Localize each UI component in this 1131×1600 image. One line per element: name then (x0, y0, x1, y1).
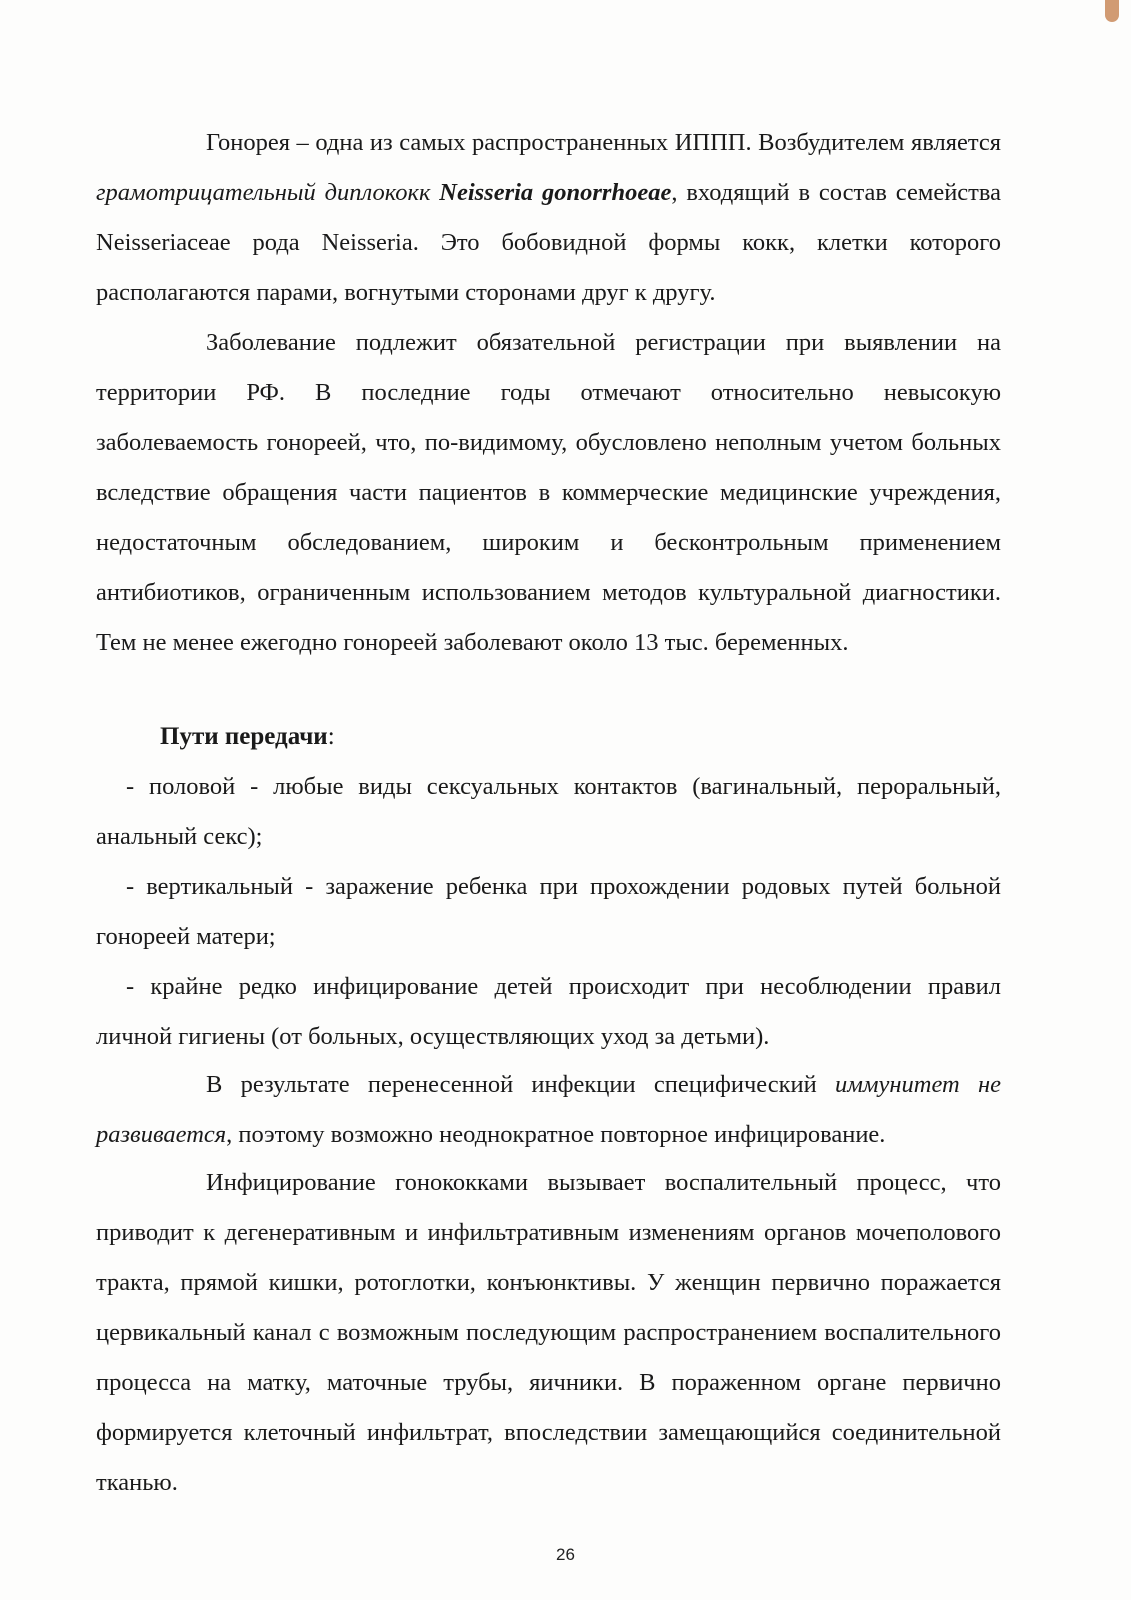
transmission-heading-colon: : (327, 723, 335, 750)
paragraph-registration (96, 318, 1001, 668)
page-corner-mark (1105, 0, 1119, 22)
paragraph-1-text (96, 118, 1001, 318)
paragraph-2-text: Заболевание подлежит обязательной регистрации при выявлении на территории РФ. В последние годы отмечают относительно невысокую заболеваемость гонореей, что, по-видимому, обусловлено неполным учетом больных вследствие обращения части пациентов в коммерческие медицинские учреждения, недостаточным обследованием, широким и бесконтрольным применением антибиотиков, ограниченным использованием методов культуральной диагностики. Тем не менее ежегодно гонореей заболевают около 13 тыс. беременных. (96, 329, 1001, 656)
paragraph-immunity (96, 1060, 1001, 1160)
paragraph-5-text: Инфицирование гонококками вызывает воспалительный процесс, что приводит к дегенеративным и инфильтративным изменениям органов мочеполового тракта, прямой кишки, ротоглотки, конъюнктивы. У женщин первично поражается цервикальный канал с возможным последующим распространением воспалительного процесса на матку, маточные трубы, яичники. В пораженном органе первично формируется клеточный инфильтрат, впоследствии замещающийся соединительной тканью. (96, 1169, 1001, 1496)
paragraph-4-part-3: , поэтому возможно неоднократное повторное инфицирование. (226, 1121, 886, 1148)
paragraph-gonorrhea-intro (96, 118, 1001, 318)
paragraph-4-text (96, 1060, 1001, 1160)
paragraph-1-part-4: , входящий в состав семейства Neisseriaceae рода Neisseria. Это бобовидной формы кокк, клетки которого располагаются парами, вогнутыми сторонами друг к другу. (96, 179, 1002, 306)
paragraph-4-italic-phrase: иммунитет не развивается (96, 1071, 1001, 1148)
transmission-heading (160, 712, 335, 762)
page-number: 26 (556, 1545, 575, 1564)
transmission-heading-text: Пути передачи (160, 723, 328, 750)
paragraph-pathogenesis (96, 1158, 1001, 1508)
transmission-item-vertical: - вертикальный - заражение ребенка при прохождении родовых путей больной гонореей матери; (96, 873, 1001, 950)
paragraph-1-italic-term: грамотрицательный диплококк (96, 179, 440, 206)
paragraph-1-part-1: Гонорея – одна из самых распространенных ИППП. Возбудителем является (206, 129, 1001, 156)
paragraph-1-species-name: Neisseria gonorrhoeae (439, 179, 672, 206)
transmission-item-sexual: - половой - любые виды сексуальных контактов (вагинальный, пероральный, анальный секс); (96, 773, 1001, 850)
paragraph-4-part-1: В результате перенесенной инфекции специфический (206, 1071, 835, 1098)
transmission-item-hygiene: - крайне редко инфицирование детей происходит при несоблюдении правил личной гигиены (от больных, осуществляющих уход за детьми). (96, 973, 1001, 1050)
transmission-list (96, 762, 1001, 1062)
